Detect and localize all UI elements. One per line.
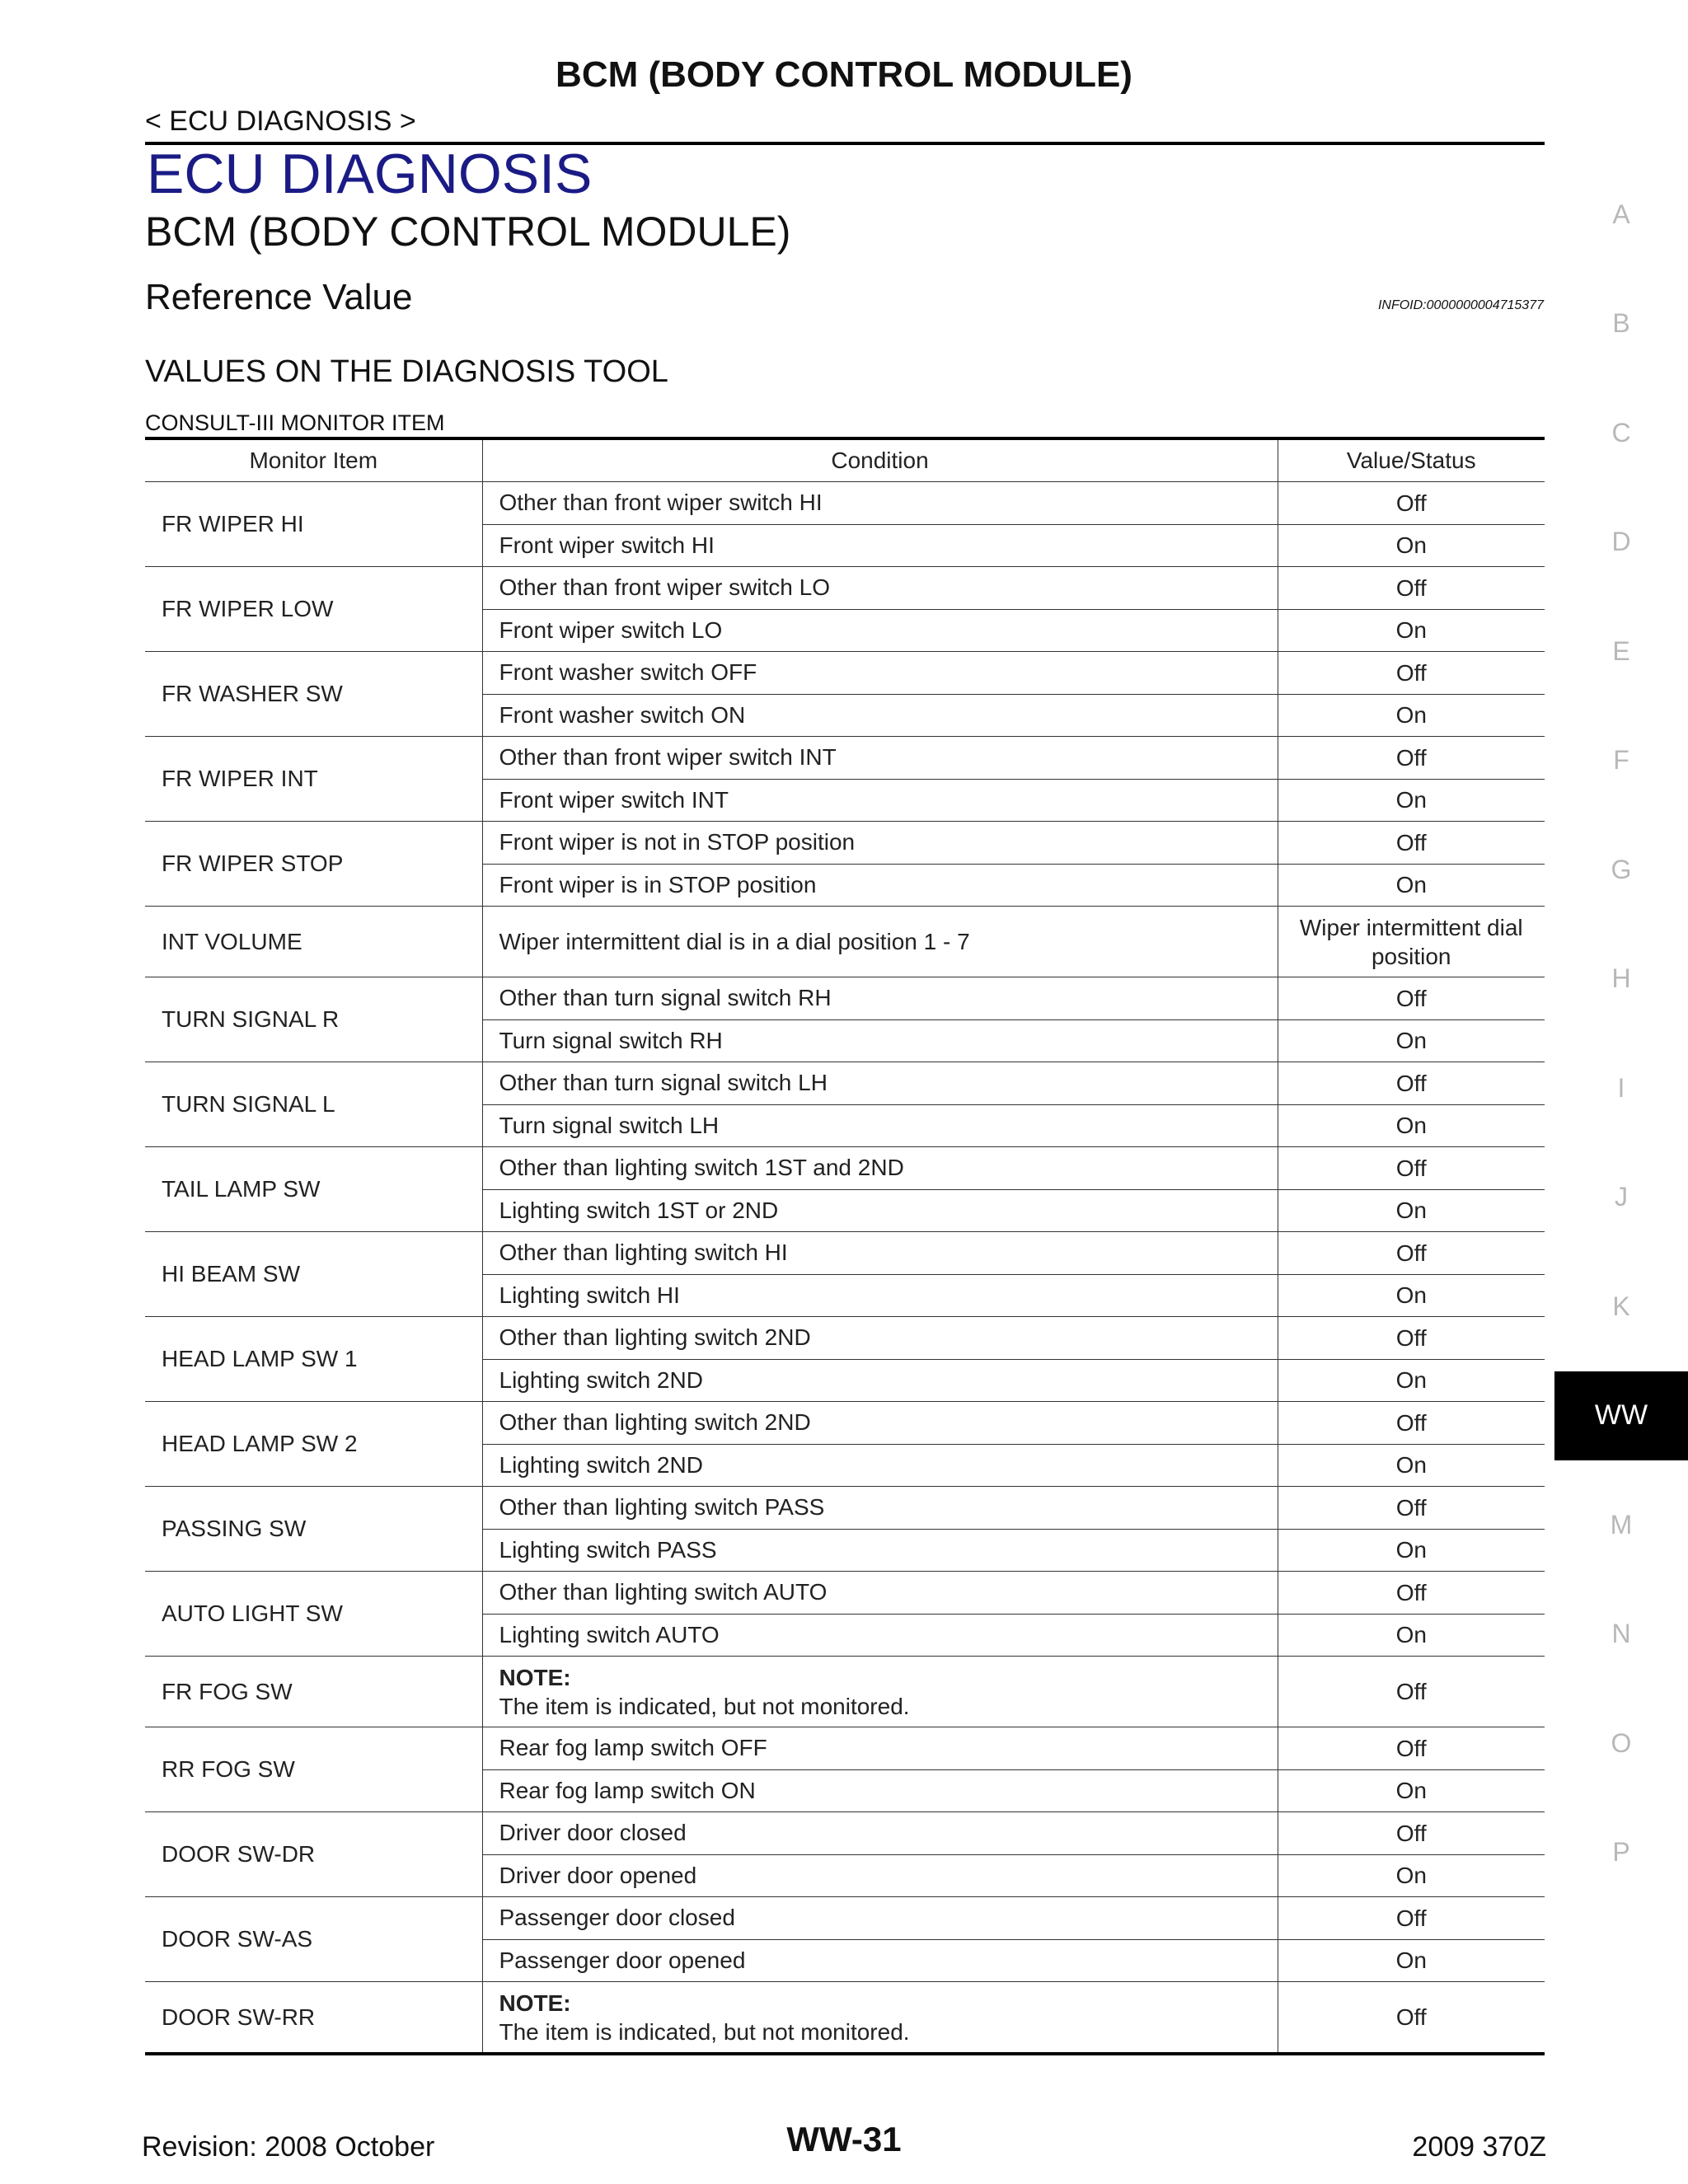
- value-status-cell: Off: [1278, 1727, 1545, 1770]
- condition-cell: Rear fog lamp switch OFF: [482, 1727, 1278, 1770]
- monitor-item-cell: TURN SIGNAL R: [145, 977, 482, 1062]
- footer-model: 2009 370Z: [1412, 2131, 1546, 2163]
- section-tab-g[interactable]: G: [1611, 854, 1632, 884]
- monitor-item-table: [145, 437, 1545, 2055]
- condition-cell: Other than lighting switch 2ND: [482, 1317, 1278, 1360]
- condition-cell: Other than lighting switch HI: [482, 1232, 1278, 1275]
- value-status-cell: On: [1278, 1614, 1545, 1657]
- value-status-cell: On: [1278, 1939, 1545, 1982]
- condition-cell: Front wiper is not in STOP position: [482, 822, 1278, 865]
- value-status-cell: On: [1278, 1444, 1545, 1487]
- monitor-item-cell: FR FOG SW: [145, 1657, 482, 1727]
- note-text: The item is indicated, but not monitored.: [499, 1693, 910, 1719]
- monitor-item-cell: TAIL LAMP SW: [145, 1147, 482, 1232]
- value-status-cell: Off: [1278, 567, 1545, 610]
- section-tab-f[interactable]: F: [1613, 745, 1629, 775]
- value-status-cell: On: [1278, 1769, 1545, 1812]
- table-row: [145, 1657, 1545, 1727]
- monitor-item-cell: INT VOLUME: [145, 907, 482, 977]
- monitor-item-cell: PASSING SW: [145, 1487, 482, 1572]
- info-id: INFOID:0000000004715377: [1377, 298, 1544, 312]
- value-status-cell: On: [1278, 1019, 1545, 1062]
- table-row: [145, 1317, 1545, 1360]
- section-tab-o[interactable]: O: [1611, 1727, 1632, 1758]
- table-row: [145, 737, 1545, 780]
- value-status-cell: Off: [1278, 1812, 1545, 1855]
- value-status-cell: Off: [1278, 977, 1545, 1020]
- table-row: [145, 907, 1545, 977]
- table-row: [145, 1812, 1545, 1855]
- column-header-value-status: Value/Status: [1278, 438, 1545, 482]
- condition-cell: Front washer switch ON: [482, 694, 1278, 737]
- table-row: [145, 652, 1545, 695]
- monitor-item-cell: FR WIPER INT: [145, 737, 482, 822]
- value-status-cell: Off: [1278, 1402, 1545, 1445]
- value-status-cell: On: [1278, 1359, 1545, 1402]
- section-tab-m[interactable]: M: [1610, 1509, 1633, 1540]
- monitor-item-cell: FR WIPER STOP: [145, 822, 482, 907]
- condition-cell: Front wiper is in STOP position: [482, 864, 1278, 907]
- condition-cell: Driver door closed: [482, 1812, 1278, 1855]
- table-row: [145, 1897, 1545, 1940]
- value-status-cell: Wiper intermittent dial position: [1278, 907, 1545, 977]
- page-header-title: BCM (BODY CONTROL MODULE): [556, 54, 1132, 95]
- monitor-item-cell: FR WIPER LOW: [145, 567, 482, 652]
- value-status-cell: On: [1278, 1274, 1545, 1317]
- condition-cell: Lighting switch 2ND: [482, 1444, 1278, 1487]
- value-status-cell: On: [1278, 1529, 1545, 1572]
- value-status-cell: Off: [1278, 482, 1545, 525]
- monitor-item-cell: DOOR SW-DR: [145, 1812, 482, 1897]
- condition-cell: Other than turn signal switch LH: [482, 1062, 1278, 1105]
- value-status-cell: Off: [1278, 652, 1545, 695]
- value-status-cell: Off: [1278, 822, 1545, 865]
- condition-cell: Lighting switch HI: [482, 1274, 1278, 1317]
- page-number: WW-31: [786, 2120, 902, 2158]
- section-tab-ww[interactable]: WW: [1554, 1371, 1688, 1460]
- value-status-cell: On: [1278, 864, 1545, 907]
- value-status-cell: Off: [1278, 1232, 1545, 1275]
- condition-cell: Other than lighting switch 1ST and 2ND: [482, 1147, 1278, 1190]
- section-tab-d[interactable]: D: [1611, 527, 1631, 556]
- section-title: ECU DIAGNOSIS: [147, 143, 593, 205]
- table-row: [145, 1147, 1545, 1190]
- condition-cell: Other than lighting switch AUTO: [482, 1572, 1278, 1615]
- table-body: [145, 482, 1545, 2055]
- condition-cell: Other than front wiper switch INT: [482, 737, 1278, 780]
- section-tab-n[interactable]: N: [1611, 1619, 1631, 1648]
- value-status-cell: Off: [1278, 737, 1545, 780]
- condition-cell: [482, 1657, 1278, 1727]
- note-text: The item is indicated, but not monitored.: [499, 2018, 910, 2045]
- value-status-cell: Off: [1278, 1982, 1545, 2055]
- table-row: [145, 482, 1545, 525]
- table-row: [145, 977, 1545, 1020]
- section-tab-i[interactable]: I: [1617, 1072, 1625, 1103]
- monitor-item-cell: TURN SIGNAL L: [145, 1062, 482, 1147]
- section-tab-b[interactable]: B: [1612, 308, 1630, 338]
- reference-value-heading: Reference Value: [145, 277, 413, 317]
- condition-cell: Rear fog lamp switch ON: [482, 1769, 1278, 1812]
- value-status-cell: On: [1278, 779, 1545, 822]
- condition-cell: Driver door opened: [482, 1854, 1278, 1897]
- monitor-item-cell: HEAD LAMP SW 2: [145, 1402, 482, 1487]
- condition-cell: Lighting switch PASS: [482, 1529, 1278, 1572]
- note-label: NOTE:: [499, 1664, 571, 1690]
- section-tab-a[interactable]: A: [1612, 199, 1630, 229]
- value-status-cell: Off: [1278, 1897, 1545, 1940]
- monitor-item-cell: DOOR SW-AS: [145, 1897, 482, 1982]
- values-heading: VALUES ON THE DIAGNOSIS TOOL: [145, 354, 668, 389]
- condition-cell: Other than front wiper switch HI: [482, 482, 1278, 525]
- table-row: [145, 1487, 1545, 1530]
- monitor-item-cell: HI BEAM SW: [145, 1232, 482, 1317]
- value-status-cell: Off: [1278, 1147, 1545, 1190]
- condition-cell: Front wiper switch INT: [482, 779, 1278, 822]
- table-row: [145, 1572, 1545, 1615]
- monitor-item-cell: FR WIPER HI: [145, 482, 482, 567]
- value-status-cell: On: [1278, 1854, 1545, 1897]
- section-tab-j[interactable]: J: [1615, 1182, 1628, 1212]
- table-row: [145, 1062, 1545, 1105]
- note-label: NOTE:: [499, 1990, 571, 2016]
- condition-cell: Other than front wiper switch LO: [482, 567, 1278, 610]
- condition-cell: Front wiper switch HI: [482, 524, 1278, 567]
- table-row: [145, 1402, 1545, 1445]
- value-status-cell: On: [1278, 524, 1545, 567]
- section-tab-c[interactable]: C: [1611, 417, 1631, 448]
- value-status-cell: Off: [1278, 1572, 1545, 1615]
- value-status-cell: Off: [1278, 1487, 1545, 1530]
- value-status-cell: On: [1278, 1104, 1545, 1147]
- condition-cell: Lighting switch AUTO: [482, 1614, 1278, 1657]
- value-status-cell: On: [1278, 609, 1545, 652]
- condition-cell: Turn signal switch LH: [482, 1104, 1278, 1147]
- monitor-item-cell: FR WASHER SW: [145, 652, 482, 737]
- monitor-item-cell: DOOR SW-RR: [145, 1982, 482, 2055]
- column-header-monitor-item: Monitor Item: [145, 438, 482, 482]
- condition-cell: Lighting switch 1ST or 2ND: [482, 1189, 1278, 1232]
- table-header-row: [145, 438, 1545, 482]
- condition-cell: Passenger door closed: [482, 1897, 1278, 1940]
- table-row: [145, 567, 1545, 610]
- value-status-cell: On: [1278, 1189, 1545, 1232]
- condition-cell: Front washer switch OFF: [482, 652, 1278, 695]
- condition-cell: Other than lighting switch PASS: [482, 1487, 1278, 1530]
- value-status-cell: Off: [1278, 1317, 1545, 1360]
- table-caption: CONSULT-III MONITOR ITEM: [145, 410, 445, 435]
- condition-cell: Lighting switch 2ND: [482, 1359, 1278, 1402]
- condition-cell: Other than lighting switch 2ND: [482, 1402, 1278, 1445]
- condition-cell: Wiper intermittent dial is in a dial position 1 - 7: [482, 907, 1278, 977]
- value-status-cell: Off: [1278, 1062, 1545, 1105]
- monitor-item-cell: RR FOG SW: [145, 1727, 482, 1812]
- footer-revision: Revision: 2008 October: [142, 2131, 435, 2163]
- section-tab-p[interactable]: P: [1612, 1837, 1630, 1867]
- condition-cell: Other than turn signal switch RH: [482, 977, 1278, 1020]
- table-row: [145, 1232, 1545, 1275]
- breadcrumb: < ECU DIAGNOSIS >: [145, 105, 416, 137]
- table-row: [145, 1982, 1545, 2055]
- table-row: [145, 1727, 1545, 1770]
- condition-cell: Front wiper switch LO: [482, 609, 1278, 652]
- condition-cell: [482, 1982, 1278, 2055]
- table-row: [145, 822, 1545, 865]
- section-tab-h[interactable]: H: [1611, 963, 1631, 993]
- section-tab-k[interactable]: K: [1612, 1291, 1630, 1321]
- column-header-condition: Condition: [482, 438, 1278, 482]
- section-tab-e[interactable]: E: [1612, 635, 1630, 666]
- monitor-item-cell: HEAD LAMP SW 1: [145, 1317, 482, 1402]
- module-title: BCM (BODY CONTROL MODULE): [145, 209, 791, 255]
- value-status-cell: On: [1278, 694, 1545, 737]
- condition-cell: Passenger door opened: [482, 1939, 1278, 1982]
- value-status-cell: Off: [1278, 1657, 1545, 1727]
- condition-cell: Turn signal switch RH: [482, 1019, 1278, 1062]
- monitor-item-cell: AUTO LIGHT SW: [145, 1572, 482, 1657]
